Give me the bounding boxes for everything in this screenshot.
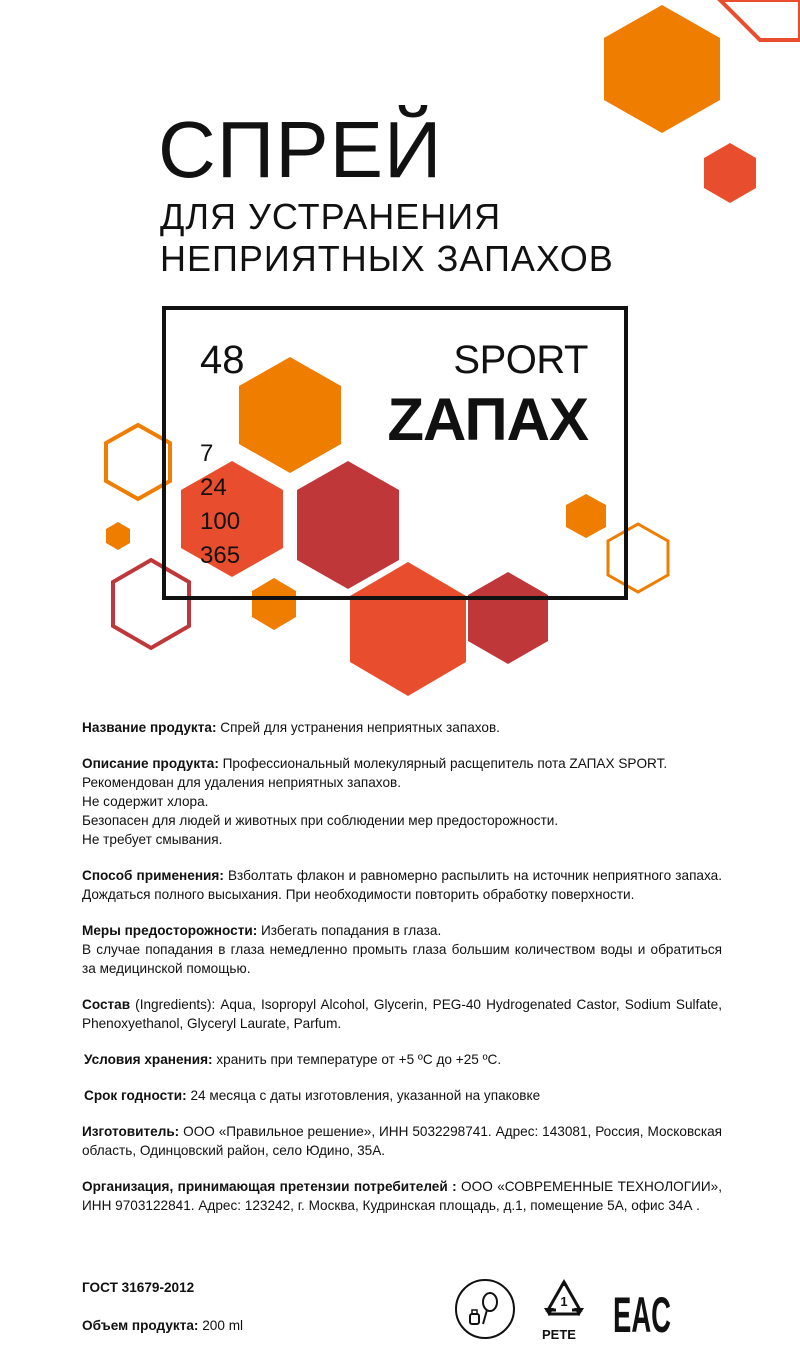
recycle-code: PETE (542, 1327, 576, 1342)
eac-text: EAC (613, 1287, 671, 1343)
eac-certification-mark (612, 1282, 672, 1343)
info-precautions-line: В случае попадания в глаза немедленно промыть глаза большим количеством воды и обратиться за медицинской помощью. (82, 942, 722, 976)
info-storage: Условия хранения: хранить при температуре от +5 ºС до +25 ºС. (84, 1052, 502, 1067)
hexagon-orange-small-left (106, 522, 130, 550)
brand-name: ZАПАХ (387, 386, 588, 453)
info-usage: Способ применения: Взболтать флакон и равномерно распылить на источник неприятного запаха. Дождаться полного высыхания. При необходимости повторить обработку поверхности. (82, 868, 722, 902)
cosmetic-product-icon (454, 1278, 516, 1340)
label-number-item: 7 (200, 440, 214, 467)
info-composition: Состав (Ingredients): Aqua, Isopropyl Alcohol, Glycerin, PEG-40 Hydrogenated Castor, Sodium Sulfate, Phenoxyethanol, Glyceryl Laurate, Parfum. (82, 997, 722, 1031)
info-shelf-life: Срок годности: 24 месяца с даты изготовления, указанной на упаковке (84, 1088, 541, 1103)
label-number-item: 24 (200, 474, 227, 501)
label-number-item: 100 (200, 508, 241, 535)
label-sport: SPORT (453, 338, 588, 382)
hexagon-outline-orange-left (106, 425, 170, 499)
info-description-line: Не содержит хлора. (82, 794, 209, 809)
product-volume: Объем продукта: 200 ml (82, 1318, 244, 1333)
product-subtitle (160, 196, 614, 280)
recycle-pete-icon (540, 1278, 588, 1324)
hexagon-orange-top (604, 5, 720, 133)
info-precautions: Меры предосторожности: Избегать попадания в глаза. (82, 923, 442, 938)
hexagon-outline-top-right (720, 0, 800, 40)
label-number-item: 365 (200, 542, 241, 569)
info-description-line: Рекомендован для удаления неприятных запахов. (82, 775, 402, 790)
product-info (82, 718, 722, 1215)
info-manufacturer: Изготовитель: ООО «Правильное решение», ИНН 5032298741. Адрес: 143081, Россия, Московская область, Одинцовский район, село Юдино, 35А. (82, 1124, 722, 1158)
info-claims: Организация, принимающая претензии потребителей : ООО «СОВРЕМЕННЫЕ ТЕХНОЛОГИИ», ИНН 9703122841. Адрес: 123242, г. Москва, Кудринская площадь, д.1, помещение 5А, офис 34А . (82, 1179, 722, 1213)
info-description: Описание продукта: Профессиональный молекулярный расщепитель пота ZАПАХ SPORT. (82, 756, 668, 771)
product-title: СПРЕЙ (158, 105, 443, 194)
info-description-line: Не требует смывания. (82, 832, 223, 847)
recycle-number: 1 (560, 1294, 568, 1309)
label-number-top: 48 (200, 338, 245, 382)
info-description-line: Безопасен для людей и животных при соблюдении мер предосторожности. (82, 813, 559, 828)
subtitle-line-1: ДЛЯ УСТРАНЕНИЯ (160, 196, 502, 237)
info-name: Название продукта: Спрей для устранения неприятных запахов. (82, 720, 500, 735)
label-number-list (200, 437, 240, 573)
hexagon-red-small-top (704, 143, 756, 203)
subtitle-line-2: НЕПРИЯТНЫХ ЗАПАХОВ (160, 238, 614, 279)
gost-standard: ГОСТ 31679-2012 (82, 1280, 195, 1295)
